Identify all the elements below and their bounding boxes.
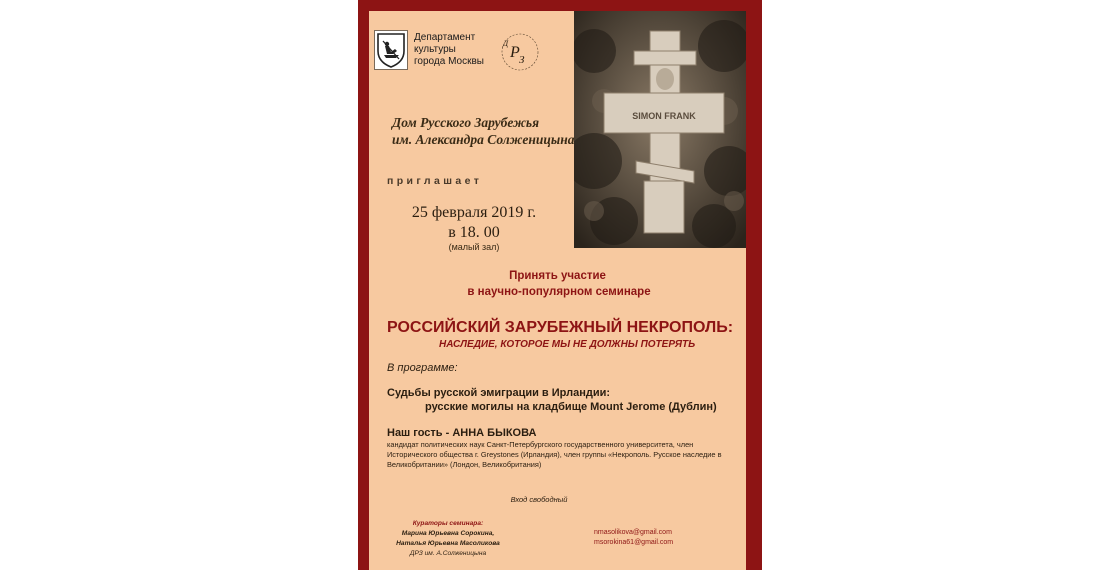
department-line: культуры bbox=[414, 44, 456, 55]
cross-inscription: SIMON FRANK bbox=[632, 111, 696, 121]
department-line: города Москвы bbox=[414, 56, 484, 67]
participate-line: в научно-популярном семинаре bbox=[467, 286, 651, 298]
event-date: 25 февраля 2019 г. bbox=[411, 204, 537, 221]
house-title bbox=[392, 114, 574, 148]
contact-emails bbox=[594, 528, 673, 548]
invites-text: приглашает bbox=[387, 175, 483, 187]
curator-org: ДРЗ им. А.Солженицына bbox=[409, 550, 487, 557]
department-name bbox=[414, 32, 484, 68]
svg-text:Р: Р bbox=[510, 44, 520, 61]
guest-name: Наш гость - АННА БЫКОВА bbox=[387, 427, 537, 439]
curators-label: Кураторы семинара: bbox=[412, 520, 484, 527]
house-line: Дом Русского Зарубежья bbox=[392, 115, 540, 130]
email-link[interactable]: nmasolikova@gmail.com bbox=[594, 529, 672, 536]
house-line: им. Александра Солженицына bbox=[392, 132, 575, 147]
curator-name: Марина Юрьевна Сорокина, bbox=[401, 530, 495, 537]
topic-line: Судьбы русской эмиграции в Ирландии: bbox=[387, 387, 611, 399]
curator-name: Наталья Юрьевна Масоликова bbox=[396, 540, 500, 547]
svg-text:Д: Д bbox=[503, 39, 509, 48]
entry-note: Вход свободный bbox=[510, 495, 568, 504]
cross-photo bbox=[574, 11, 746, 248]
curators-block bbox=[390, 519, 506, 559]
topic-line: русские могилы на кладбище Mount Jerome (Дублин) bbox=[425, 401, 717, 413]
seminar-title: РОССИЙСКИЙ ЗАРУБЕЖНЫЙ НЕКРОПОЛЬ: bbox=[387, 319, 734, 336]
program-label: В программе: bbox=[387, 362, 458, 374]
event-hall: (малый зал) bbox=[448, 242, 500, 252]
seminar-subtitle: НАСЛЕДИЕ, КОТОРОЕ МЫ НЕ ДОЛЖНЫ ПОТЕРЯТЬ bbox=[439, 339, 696, 350]
moscow-coat-of-arms-icon bbox=[374, 30, 408, 70]
drz-logo-icon bbox=[497, 30, 547, 74]
guest-bio: кандидат политических наук Санкт-Петербургского государственного университета, член Исторического общества г. Greystones (Ирландия), член группы «Некрополь. Русское наследие в Великобритании» (Лондон, Великобритания) bbox=[387, 440, 722, 469]
email-link[interactable]: msorokina61@gmail.com bbox=[594, 539, 674, 546]
svg-text:З: З bbox=[519, 54, 525, 66]
event-time: в 18. 00 bbox=[448, 224, 500, 241]
participate-line: Принять участие bbox=[509, 270, 606, 282]
department-line: Департамент bbox=[414, 32, 476, 43]
